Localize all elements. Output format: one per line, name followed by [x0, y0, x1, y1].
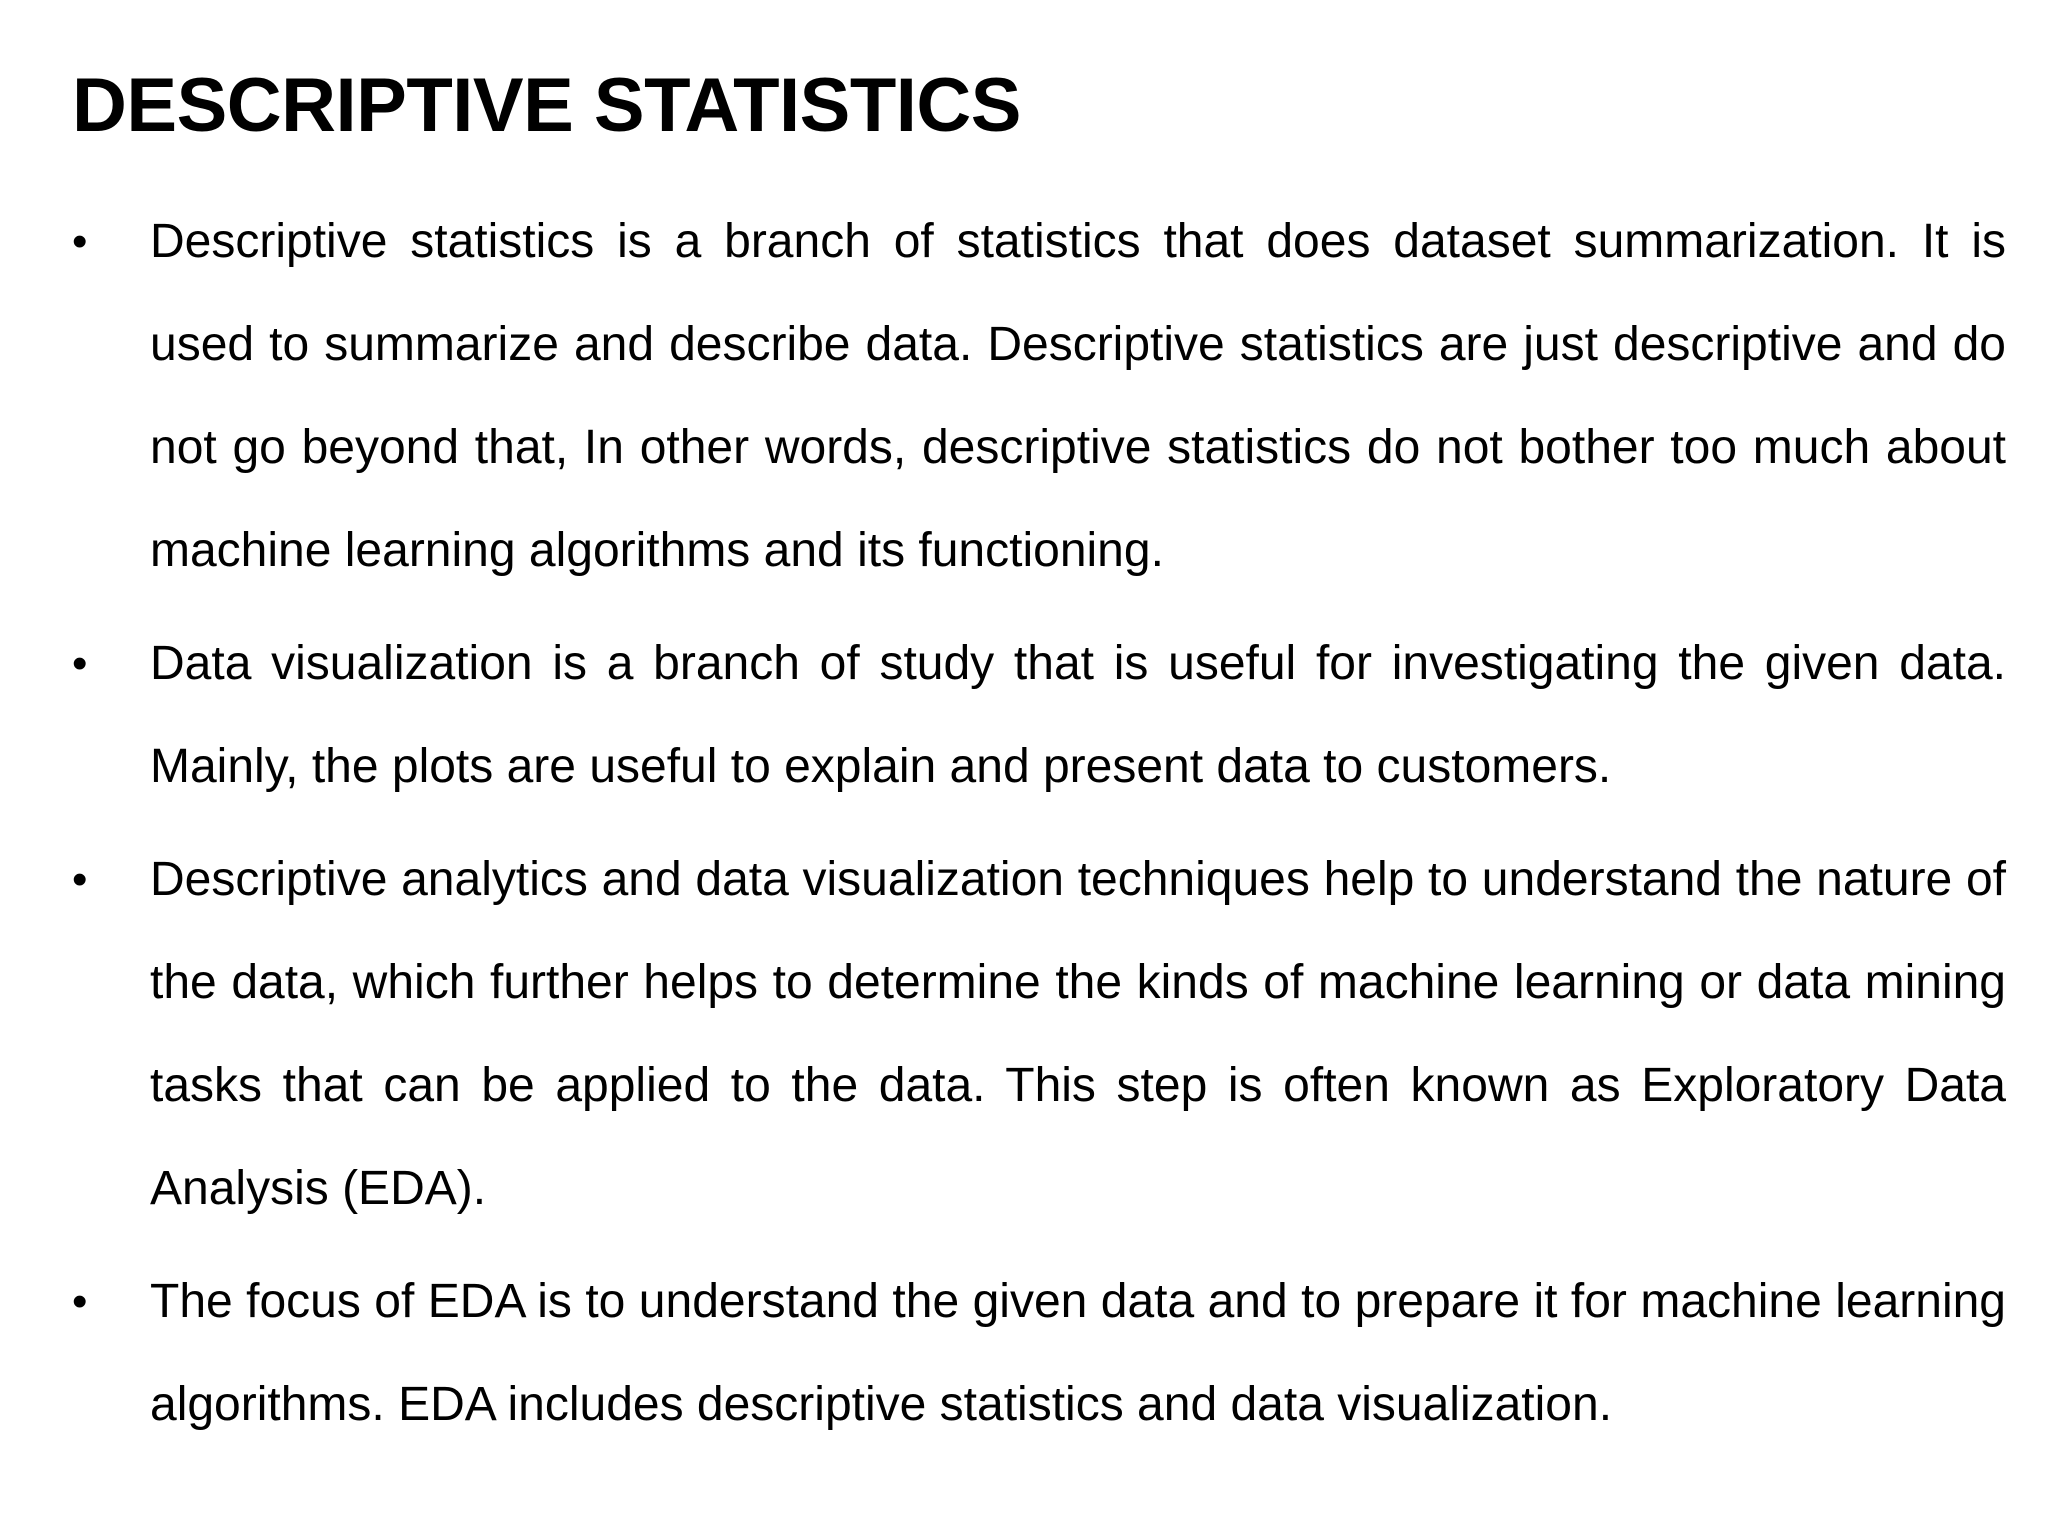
bullet-point-icon: • [72, 855, 88, 904]
bullet-list [72, 190, 2006, 1466]
bullet-point-icon: • [72, 217, 88, 266]
bullet-text: Descriptive statistics is a branch of statistics that does dataset summarization. It is used to summarize and describe data. Descriptive statistics are just descriptive and do not go beyond that, In other words, descriptive statistics do not bother too much about machine learning algorithms and its functioning. [150, 215, 2006, 577]
bullet-point-icon: • [72, 639, 88, 688]
bullet-text: The focus of EDA is to understand the given data and to prepare it for machine learning algorithms. EDA includes descriptive statistics and data visualization. [150, 1275, 2006, 1431]
slide-title: DESCRIPTIVE STATISTICS [72, 63, 1021, 148]
bullet-point-icon: • [72, 1277, 88, 1326]
bullet-text: Descriptive analytics and data visualization techniques help to understand the nature of the data, which further helps to determine the kinds of machine learning or data mining tasks that can be applied to the data. This step is often known as Exploratory Data Analysis (EDA). [150, 853, 2006, 1215]
bullet-item-data-visualization [72, 612, 2006, 818]
bullet-item-descriptive-statistics [72, 190, 2006, 602]
bullet-item-descriptive-analytics [72, 828, 2006, 1240]
bullet-text: Data visualization is a branch of study that is useful for investigating the given data. Mainly, the plots are useful to explain and present data to customers. [150, 637, 2006, 793]
bullet-item-eda-focus [72, 1250, 2006, 1456]
